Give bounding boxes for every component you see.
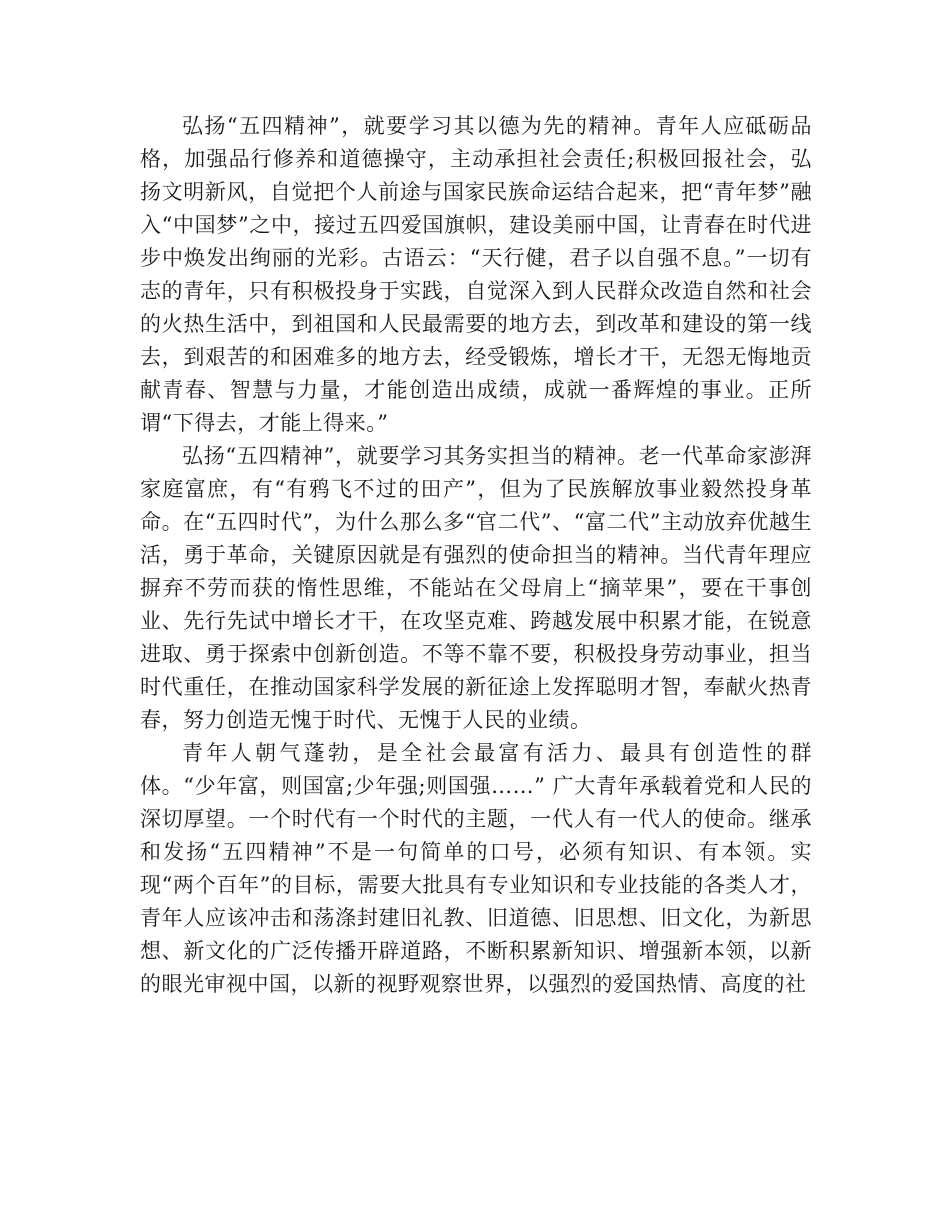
document-page — [140, 110, 812, 1001]
paragraph-youth: 青年人朝气蓬勃，是全社会最富有活力、最具有创造性的群体。“少年富，则国富;少年强;则国强……” 广大青年承载着党和人民的深切厚望。一个时代有一个时代的主题，一代人有一代人的使命。继承和发扬“五四精神”不是一句简单的口号，必须有知识、有本领。实现“两个百年”的目标，需要大批具有专业知识和专业技能的各类人才，青年人应该冲击和荡涤封建旧礼教、旧道德、旧思想、旧文化，为新思想、新文化的广泛传播开辟道路，不断积累新知识、增强新本领，以新的眼光审视中国，以新的视野观察世界，以强烈的爱国热情、高度的社 — [140, 741, 812, 996]
paragraph-virtue: 弘扬“五四精神”，就要学习其以德为先的精神。青年人应砥砺品格，加强品行修养和道德操守，主动承担社会责任;积极回报社会，弘扬文明新风，自觉把个人前途与国家民族命运结合起来，把“青年梦”融入“中国梦”之中，接过五四爱国旗帜，建设美丽中国，让青春在时代进步中焕发出绚丽的光彩。古语云：“天行健，君子以自强不息。”一切有志的青年，只有积极投身于实践，自觉深入到人民群众改造自然和社会的火热生活中，到祖国和人民最需要的地方去，到改革和建设的第一线去，到艰苦的和困难多的地方去，经受锻炼，增长才干，无怨无悔地贡献青春、智慧与力量，才能创造出成绩，成就一番辉煌的事业。正所谓“下得去，才能上得来。” — [140, 114, 812, 435]
paragraph-responsibility: 弘扬“五四精神”，就要学习其务实担当的精神。老一代革命家澎湃家庭富庶，有“有鸦飞不过的田产”，但为了民族解放事业毅然投身革命。在“五四时代”，为什么那么多“官二代”、“富二代”主动放弃优越生活，勇于革命，关键原因就是有强烈的使命担当的精神。当代青年理应摒弃不劳而获的惰性思维，不能站在父母肩上“摘苹果”，要在干事创业、先行先试中增长才干，在攻坚克难、跨越发展中积累才能，在锐意进取、勇于探索中创新创造。不等不靠不要，积极投身劳动事业，担当时代重任，在推动国家科学发展的新征途上发挥聪明才智，奉献火热青春，努力创造无愧于时代、无愧于人民的业绩。 — [140, 444, 812, 732]
